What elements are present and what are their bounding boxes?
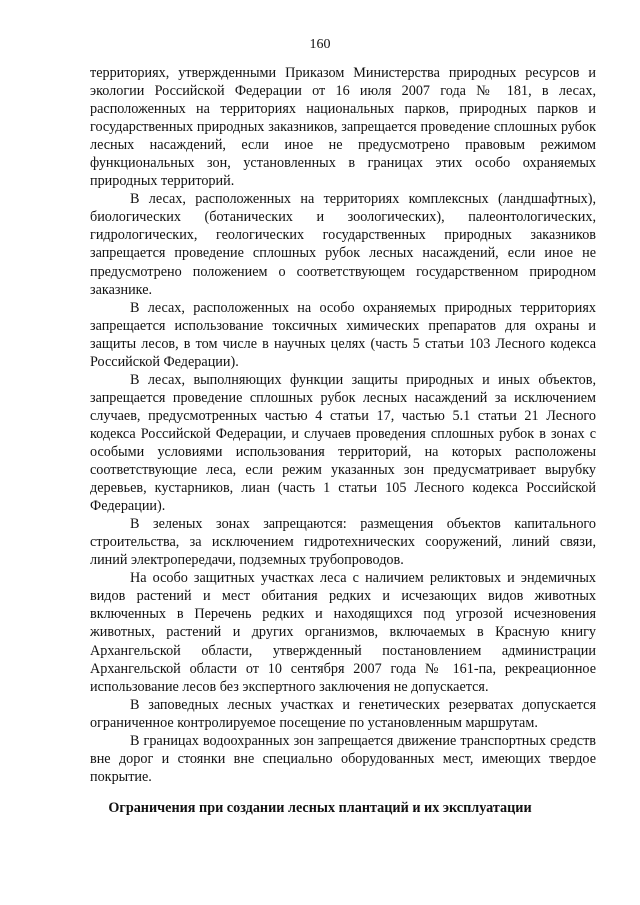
document-body	[90, 64, 596, 786]
section-heading: Ограничения при создании лесных плантаций и их эксплуатации	[108, 800, 532, 816]
paragraph-water-protection-zones: В границах водоохранных зон запрещается движение транспортных средств вне дорог и стоянки вне специально оборудованных мест, имеющих твердое покрытие.	[90, 732, 596, 785]
paragraph-toxic-chemicals: В лесах, расположенных на особо охраняемых природных территориях запрещается использование токсичных химических препаратов для охраны и защиты лесов, в том числе в научных целях (часть 5 статьи 103 Лесного кодекса Российской Федерации).	[90, 299, 596, 370]
paragraph-protective-forests: В лесах, выполняющих функции защиты природных и иных объектов, запрещается проведение сплошных рубок лесных насаждений за исключением случаев, предусмотренных частью 4 статьи 17, частью 5.1 статьи 21 Лесного кодекса Российской Федерации, и случаев проведения сплошных рубок в зонах с особыми условиями использования территорий, на которых расположены соответствующие леса, если режим указанных зон предусматривает вырубку деревьев, кустарников, лиан (часть 1 статьи 105 Лесного кодекса Российской Федерации).	[90, 371, 596, 515]
paragraph-protected-sites: На особо защитных участках леса с наличием реликтовых и эндемичных видов растений и мест обитания редких и исчезающих видов животных включенных в Перечень редких и находящихся под угрозой исчезновения животных, растений и других организмов, включаемых в Красную книгу Архангельской области, утвержденный постановлением администрации Архангельской области от 10 сентября 2007 года № 161-па, рекреационное использование лесов без экспертного заключения не допускается.	[90, 570, 596, 695]
paragraph-continuation: территориях, утвержденными Приказом Министерства природных ресурсов и экологии Российской Федерации от 16 июля 2007 года № 181, в лесах, расположенных на территориях национальных парков, природных парков и государственных природных заказников, запрещается проведение сплошных рубок лесных насаждений, если иное не предусмотрено правовым режимом функциональных зон, установленных в границах этих особо охраняемых природных территорий.	[90, 65, 596, 190]
paragraph-green-zones: В зеленых зонах запрещаются: размещения объектов капитального строительства, за исключением гидротехнических сооружений, линий связи, линий электропередачи, подземных трубопроводов.	[90, 516, 596, 569]
paragraph-genetic-reserves: В заповедных лесных участках и генетических резерватах допускается ограниченное контролируемое посещение по установленным маршрутам.	[90, 696, 596, 731]
page-number: 160	[309, 37, 331, 52]
paragraph-nature-reserves: В лесах, расположенных на территориях комплексных (ландшафтных), биологических (ботанических и зоологических), палеонтологических, гидрологических, геологических государственных природных заказников запрещается проведение сплошных рубок лесных насаждений, если иное не предусмотрено положением о соответствующем государственном природном заказнике.	[90, 191, 596, 298]
